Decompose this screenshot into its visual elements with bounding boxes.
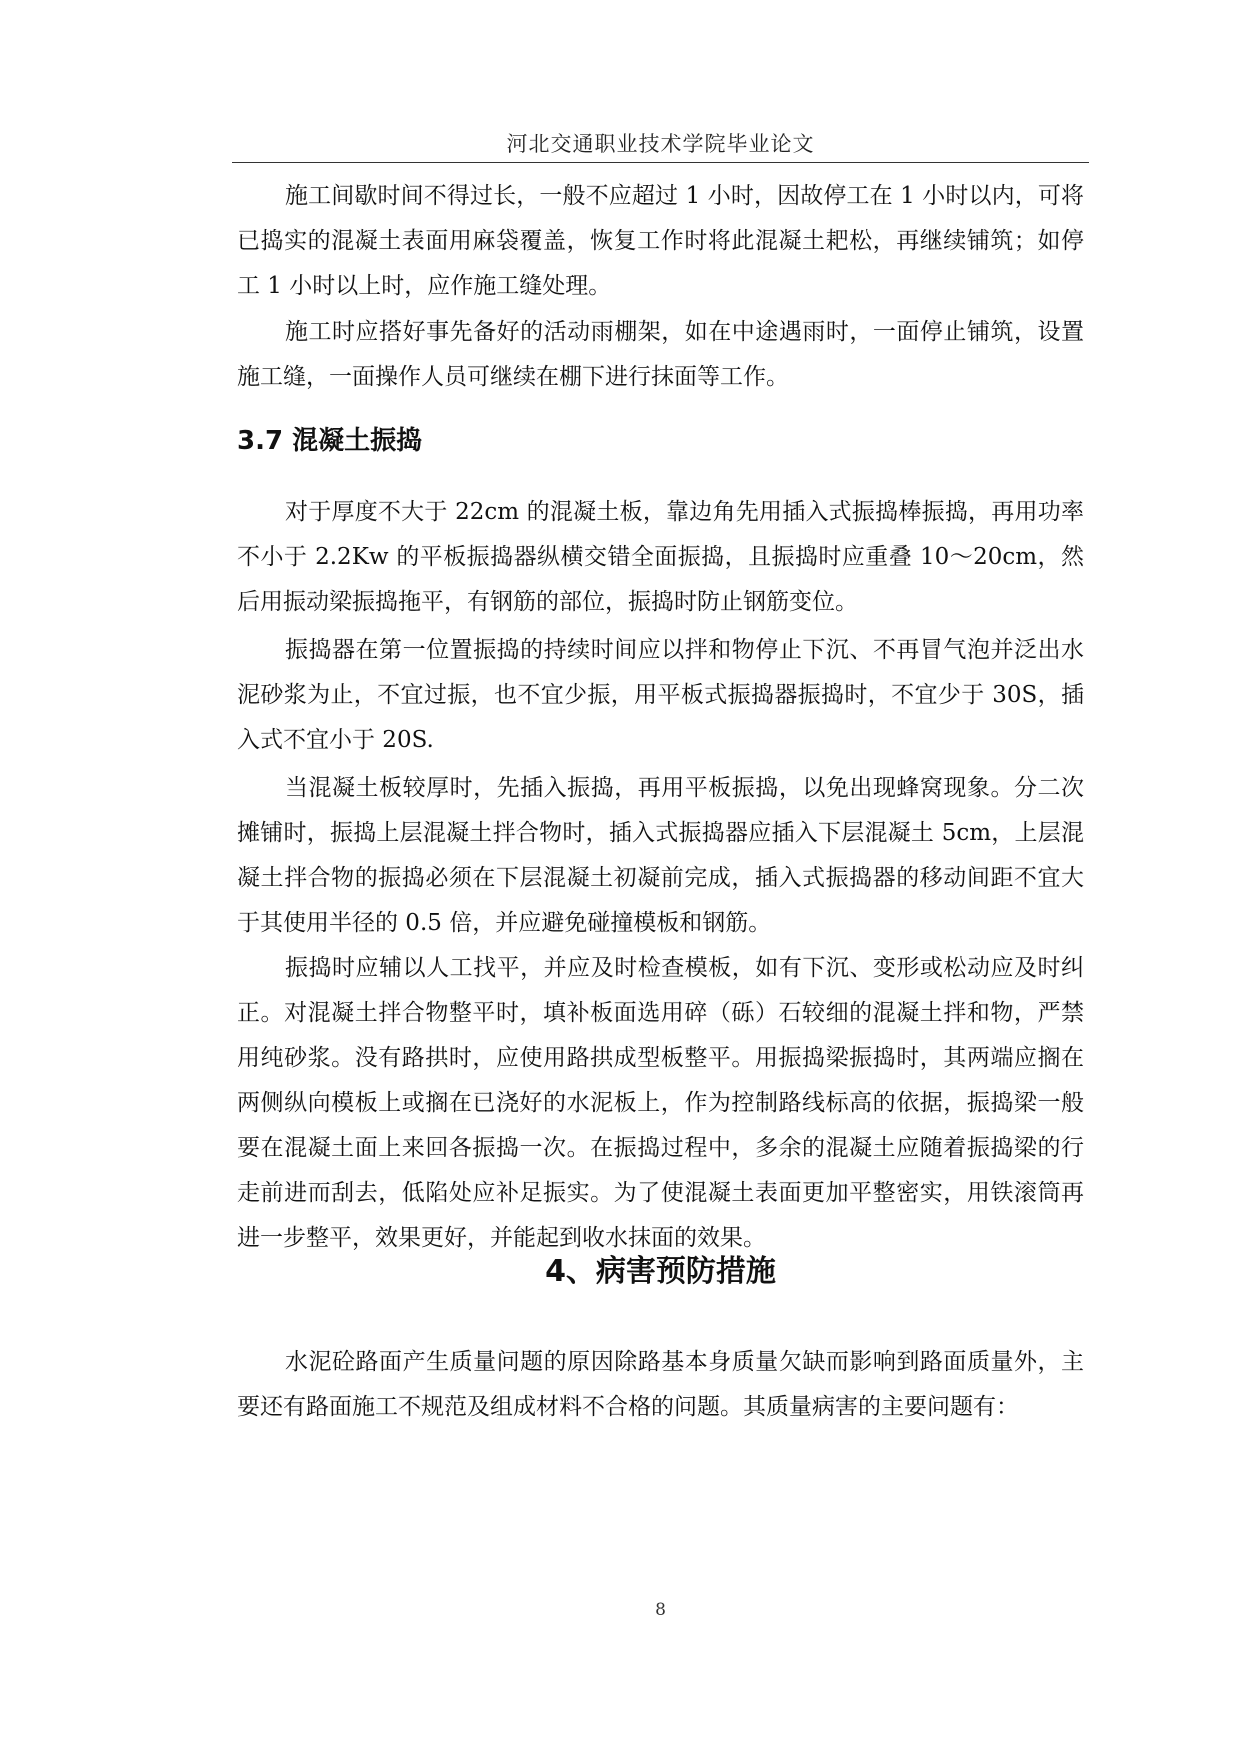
section-heading-3-7: 3.7 混凝土振捣	[237, 426, 423, 456]
paragraph-construction-interval: 施工间歇时间不得过长，一般不应超过 1 小时，因故停工在 1 小时以内，可将已捣实的混凝土表面用麻袋覆盖，恢复工作时将此混凝土耙松，再继续铺筑；如停工 1 小时以上时，应作施工缝处理。	[237, 183, 1084, 299]
page-number: 8	[655, 1600, 666, 1620]
header-divider	[232, 162, 1089, 163]
paragraph-quality-issues: 水泥砼路面产生质量问题的原因除路基本身质量欠缺而影响到路面质量外，主要还有路面施工不规范及组成材料不合格的问题。其质量病害的主要问题有：	[237, 1349, 1084, 1420]
chapter-heading-4: 4、病害预防措施	[545, 1254, 776, 1289]
paragraph-leveling: 振捣时应辅以人工找平，并应及时检查模板，如有下沉、变形或松动应及时纠正。对混凝土拌合物整平时，填补板面选用碎（砾）石较细的混凝土拌和物，严禁用纯砂浆。没有路拱时，应使用路拱成型板整平。用振捣梁振捣时，其两端应搁在两侧纵向模板上或搁在已浇好的水泥板上，作为控制路线标高的依据，振捣梁一般要在混凝土面上来回各振捣一次。在振捣过程中，多余的混凝土应随着振捣梁的行走前进而刮去，低陷处应补足振实。为了使混凝土表面更加平整密实，用铁滚筒再进一步整平，效果更好，并能起到收水抹面的效果。	[237, 955, 1084, 1251]
paragraph-vibration-method: 对于厚度不大于 22cm 的混凝土板，靠边角先用插入式振捣棒振捣，再用功率不小于 2.2Kw 的平板振捣器纵横交错全面振捣，且振捣时应重叠 10～20cm，然后用振动梁振捣拖平，有钢筋的部位，振捣时防止钢筋变位。	[237, 499, 1084, 615]
paragraph-rain-shelter: 施工时应搭好事先备好的活动雨棚架，如在中途遇雨时，一面停止铺筑，设置施工缝，一面操作人员可继续在棚下进行抹面等工作。	[237, 319, 1084, 390]
paragraph-vibration-duration: 振捣器在第一位置振捣的持续时间应以拌和物停止下沉、不再冒气泡并泛出水泥砂浆为止，不宜过振，也不宜少振，用平板式振捣器振捣时，不宜少于 30S，插入式不宜小于 20S.	[237, 637, 1084, 753]
running-header: 河北交通职业技术学院毕业论文	[506, 132, 815, 156]
paragraph-thick-slab: 当混凝土板较厚时，先插入振捣，再用平板振捣，以免出现蜂窝现象。分二次摊铺时，振捣上层混凝土拌合物时，插入式振捣器应插入下层混凝土 5cm，上层混凝土拌合物的振捣必须在下层混凝土初凝前完成，插入式振捣器的移动间距不宜大于其使用半径的 0.5 倍，并应避免碰撞模板和钢筋。	[237, 775, 1084, 936]
